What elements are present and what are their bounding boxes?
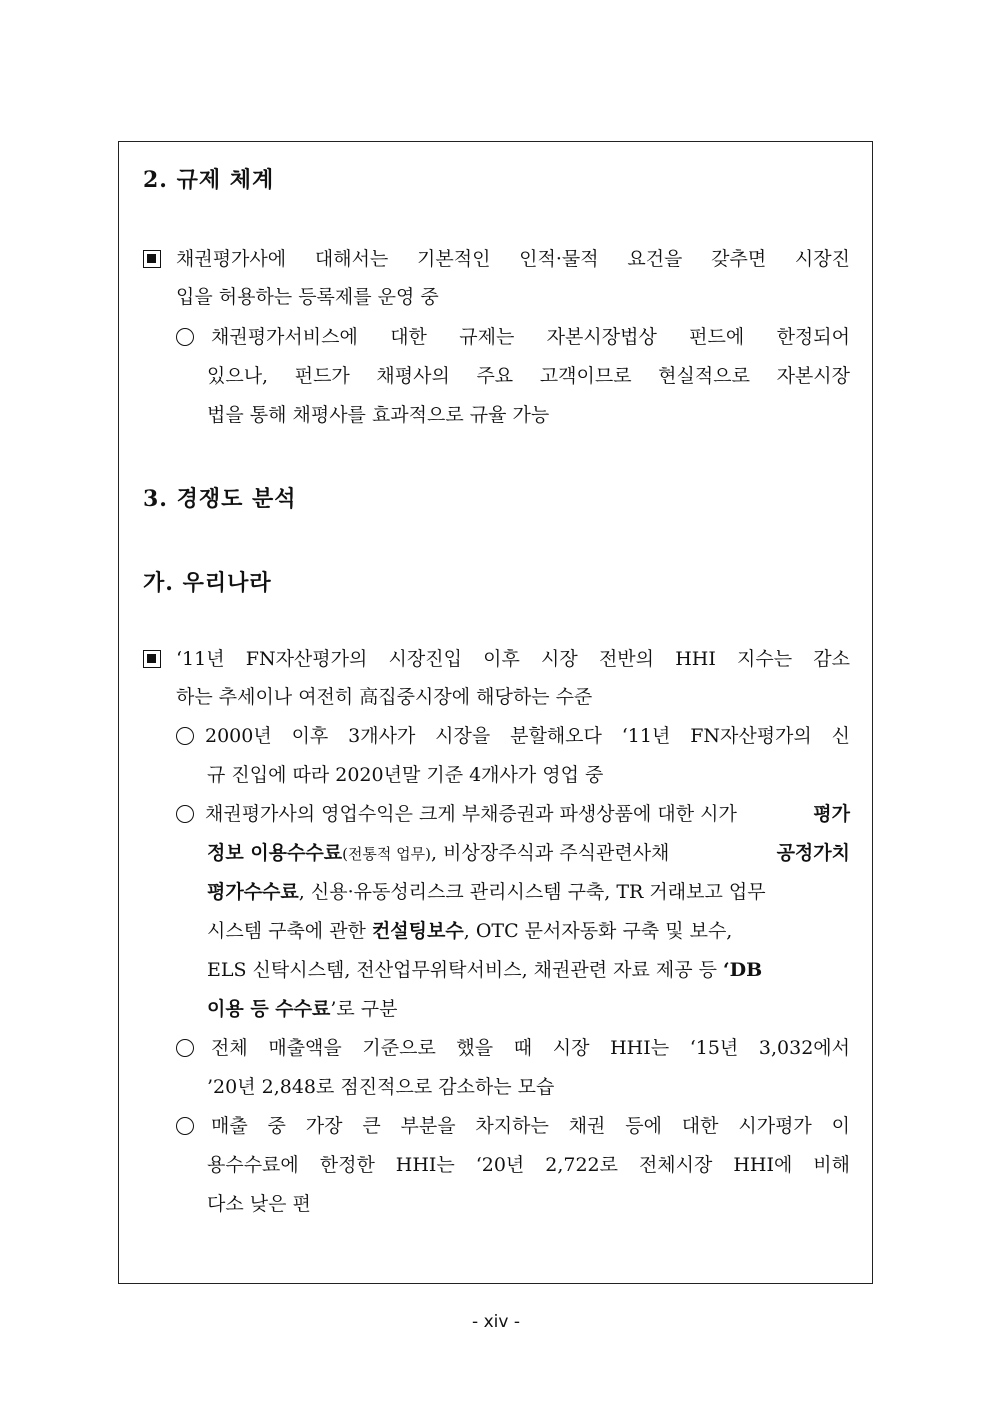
sub-bullet-line <box>207 997 398 1021</box>
sub-bullet-text: , OTC 문서자동화 구축 및 보수, <box>463 920 733 942</box>
sub-bullet-text: 법을 통해 채평사를 효과적으로 규율 가능 <box>207 404 550 426</box>
sub-bullet-line <box>207 880 850 904</box>
sub-bullet-text: 용수수료에 한정한 HHI는 ‘20년 2,722로 전체시장 HHI에 비해 <box>207 1154 850 1176</box>
sub-bullet-text: ’로 구분 <box>330 998 398 1020</box>
bullet-text: 입을 허용하는 등록제를 운영 중 <box>176 286 439 308</box>
subsection-heading: 가. 우리나라 <box>143 570 272 596</box>
section-3-heading: 3. 경쟁도 분석 <box>143 486 297 512</box>
circle-bullet-icon <box>176 805 194 823</box>
sub-bullet-text: 다소 낮은 편 <box>207 1193 311 1215</box>
sub-bullet-text: ’20년 2,848로 점진적으로 감소하는 모습 <box>207 1076 555 1098</box>
sub-bullet-text: 시스템 구축에 관한 <box>207 920 372 942</box>
emphasis-text: 평가수수료 <box>207 881 299 903</box>
emphasis-text: ‘DB <box>723 959 763 981</box>
bullet-text: 하는 추세이나 여전히 高집중시장에 해당하는 수준 <box>176 686 593 708</box>
circle-bullet-icon <box>176 727 194 745</box>
sub-bullet-text: 채권평가사의 영업수익은 크게 부채증권과 파생상품에 대한 시가 <box>205 803 737 825</box>
sub-bullet-line <box>207 958 850 982</box>
sub-bullet-text: 전체 매출액을 기준으로 했을 때 시장 HHI는 ‘15년 3,032에서 <box>211 1037 850 1059</box>
sub-bullet-line <box>205 802 850 826</box>
section-2-heading: 2. 규제 체계 <box>143 167 275 193</box>
sub-bullet-text: ELS 신탁시스템, 전산업무위탁서비스, 채권관련 자료 제공 등 <box>207 959 724 981</box>
bullet-text: 채권평가사에 대해서는 기본적인 인적·물적 요건을 갖추면 시장진 <box>176 248 850 270</box>
emphasis-text: 이용 등 수수료 <box>207 998 331 1020</box>
sub-bullet-text: 매출 중 가장 큰 부분을 차지하는 채권 등에 대한 시가평가 이 <box>211 1115 850 1137</box>
sub-bullet-line <box>207 841 850 866</box>
emphasis-text: 공정가치 <box>776 842 850 864</box>
circle-bullet-icon <box>176 1117 194 1135</box>
square-bullet-icon <box>143 650 161 668</box>
emphasis-text: 컨설팅보수 <box>371 920 464 942</box>
circle-bullet-icon <box>176 328 194 346</box>
bullet-text: ‘11년 FN자산평가의 시장진입 이후 시장 전반의 HHI 지수는 감소 <box>176 648 850 670</box>
sub-bullet-text: , 비상장주식과 주식관련사채 <box>431 842 670 864</box>
emphasis-text: 정보 이용수수료 <box>207 842 343 864</box>
emphasis-text: 평가 <box>813 803 850 825</box>
sub-bullet-text: 있으나, 펀드가 채평사의 주요 고객이므로 현실적으로 자본시장 <box>207 365 850 387</box>
page-border <box>118 141 873 1284</box>
page-number: - xiv - <box>472 1312 520 1332</box>
sub-bullet-line <box>207 919 850 943</box>
sub-bullet-text: , 신용·유동성리스크 관리시스템 구축, TR 거래보고 업무 <box>298 881 766 903</box>
square-bullet-icon <box>143 250 161 268</box>
note-text: (전통적 업무) <box>342 845 432 863</box>
circle-bullet-icon <box>176 1039 194 1057</box>
sub-bullet-text: 채권평가서비스에 대한 규제는 자본시장법상 펀드에 한정되어 <box>211 326 850 348</box>
sub-bullet-text: 2000년 이후 3개사가 시장을 분할해오다 ‘11년 FN자산평가의 신 <box>205 725 850 747</box>
sub-bullet-text: 규 진입에 따라 2020년말 기준 4개사가 영업 중 <box>207 764 604 786</box>
